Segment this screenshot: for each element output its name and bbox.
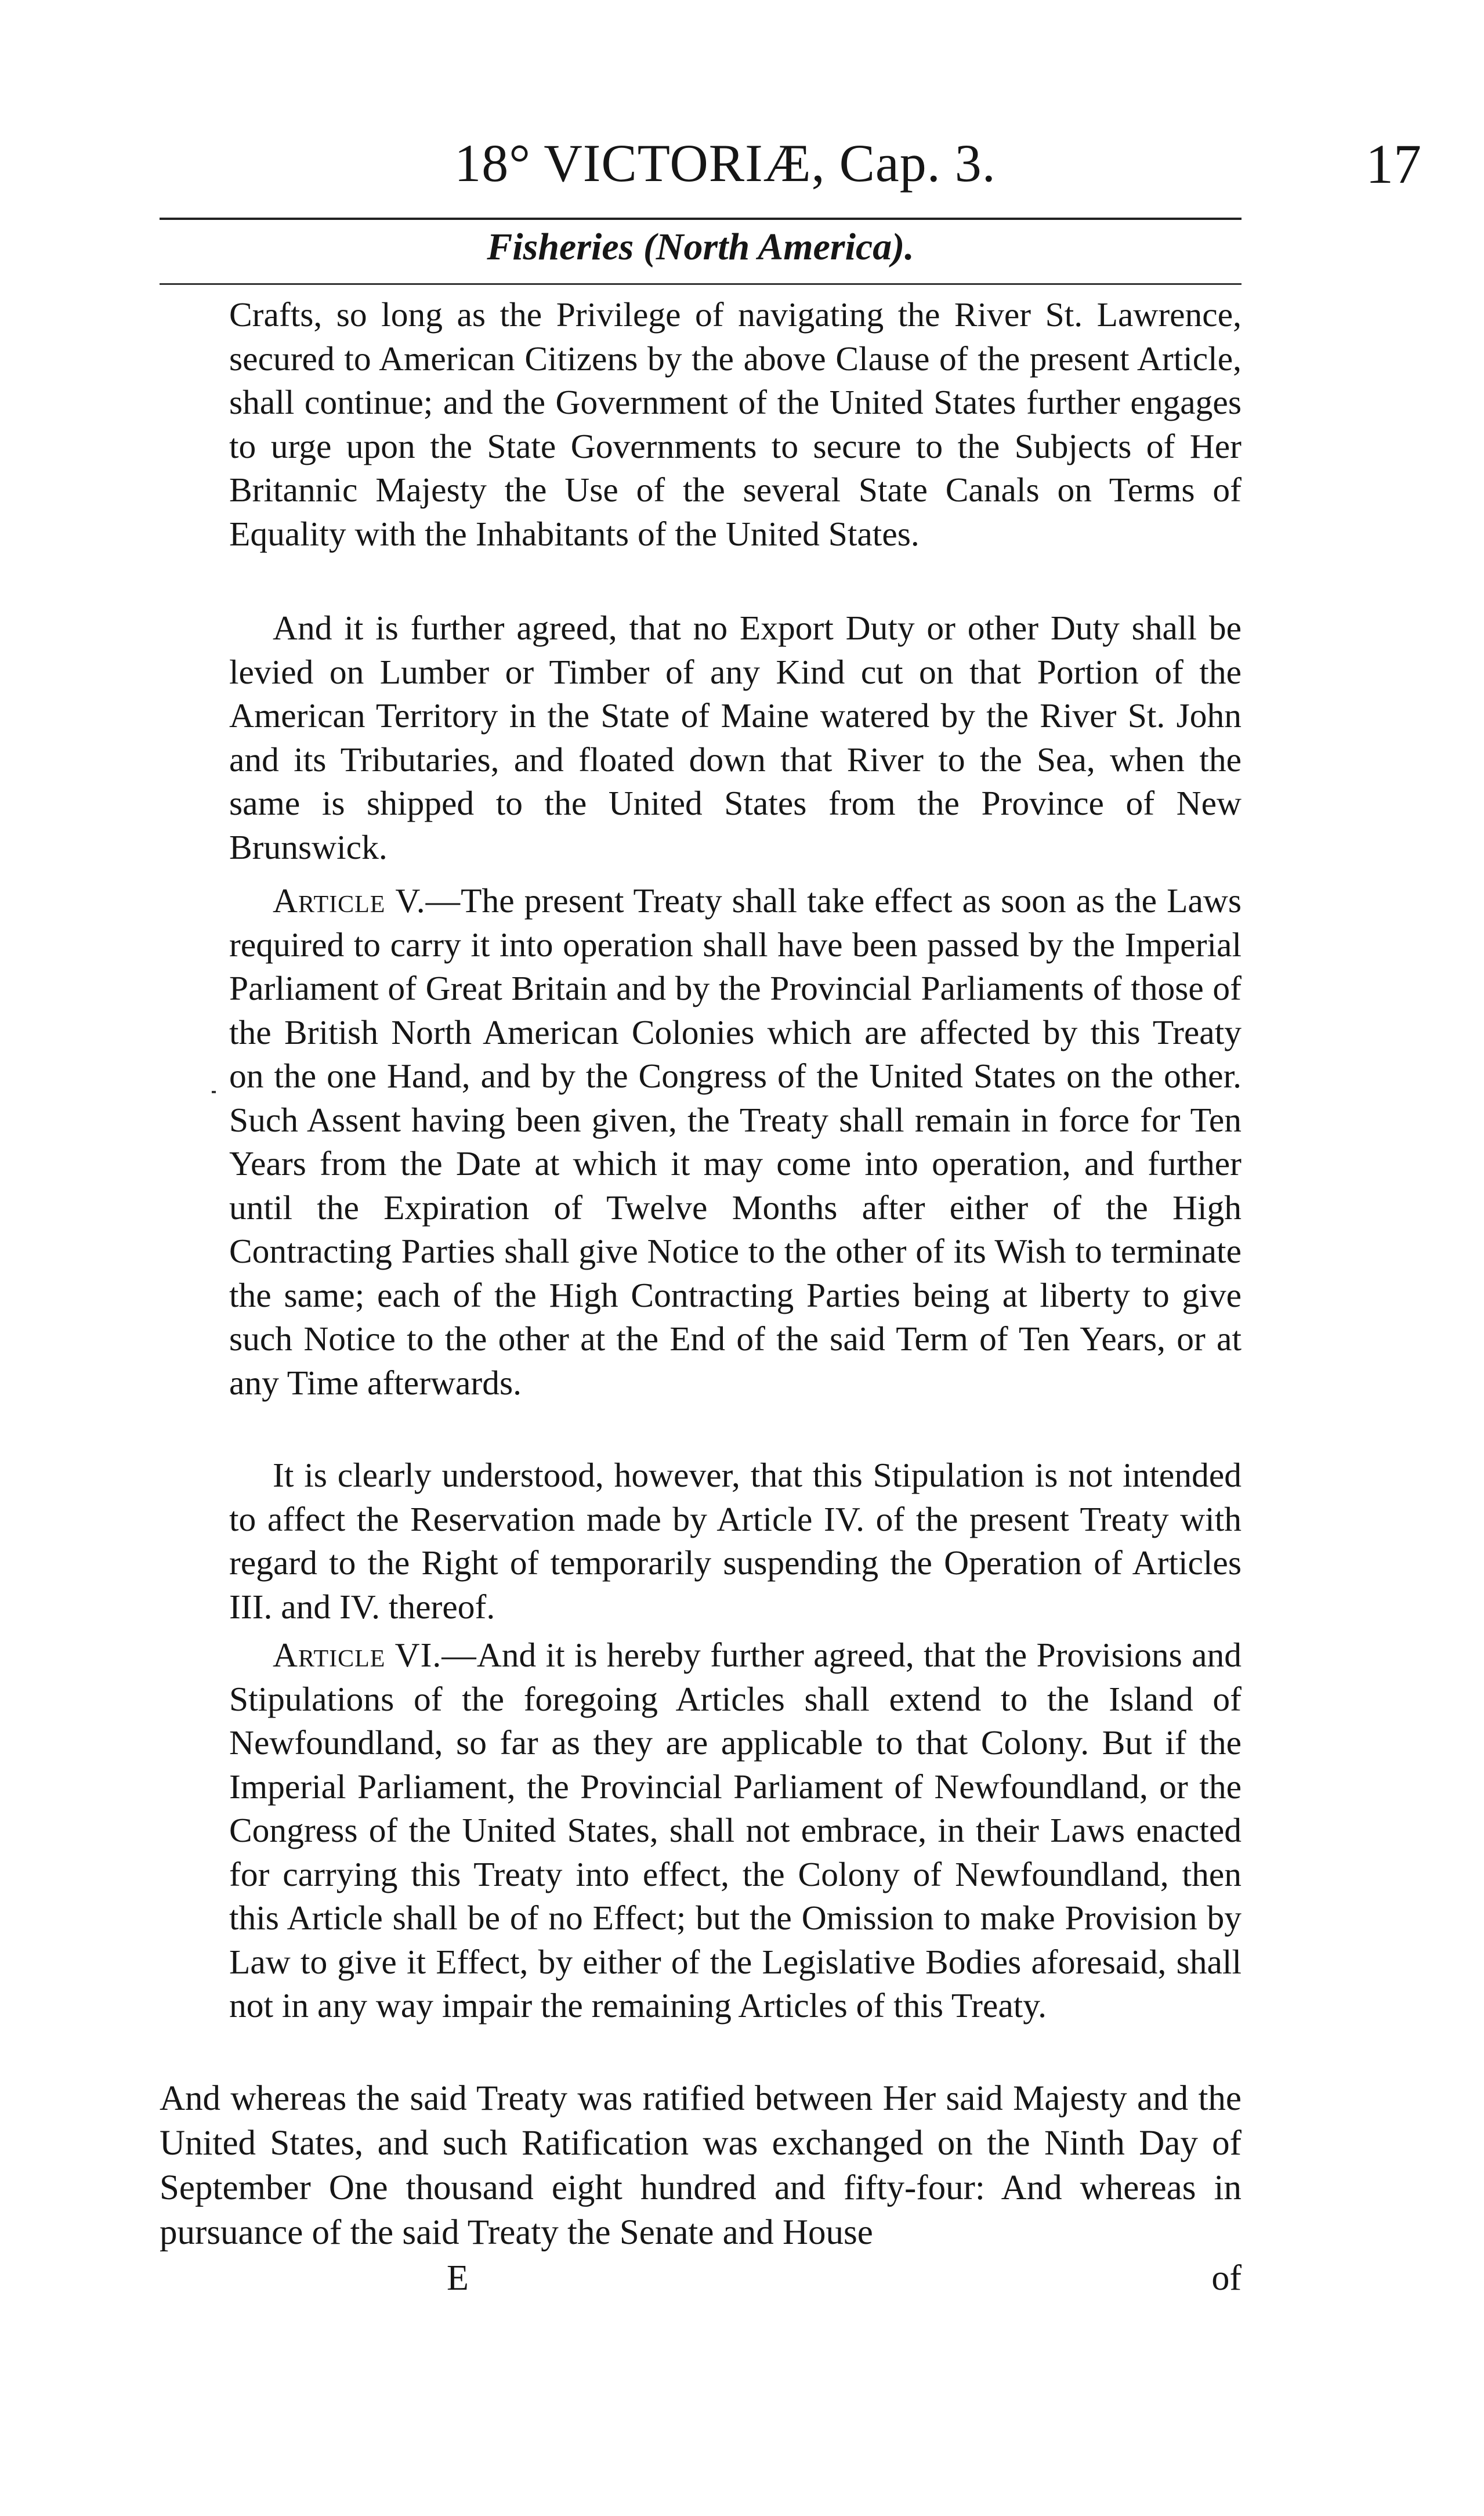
paragraph-text: And it is further agreed, that no Export Duty or other Duty shall be levied on Lumber or Timber of any Kind cut on that Portion of the American Territory in the State of Maine watered by the River St. John and its Tributaries, and floated down that River to the Sea, when the same is shipped to the United States from the Province of New Brunswick. [229, 609, 1242, 866]
paragraph-ratification [160, 2076, 1242, 2255]
signature-mark: E [447, 2258, 469, 2298]
section-subtitle: Fisheries (North America). [487, 226, 914, 268]
catchword: of [1211, 2258, 1242, 2298]
paragraph-article-vi [229, 1633, 1242, 2028]
margin-mark [212, 1091, 216, 1093]
running-title: 18° VICTORIÆ, Cap. 3. [454, 133, 996, 193]
paragraph-body: The present Treaty shall take effect as soon as the Laws required to carry it into operation shall have been passed by the Imperial Parliament of Great Britain and by the Provincial Parliaments of those of the British North American Colonies which are affected by this Treaty on the one Hand, and by the Congress of the United States on the other. Such Assent having been given, the Treaty shall remain in force for Ten Years from the Date at which it may come into operation, and further until the Expiration of Twelve Months after either of the High Contracting Parties shall give Notice to the other of its Wish to terminate the same; each of the High Contracting Parties being at liberty to give such Notice to the other at the End of the said Term of Ten Years, or at any Time afterwards. [229, 881, 1242, 1402]
paragraph-body: And it is hereby further agreed, that the Provisions and Stipulations of the foregoing Articles shall extend to the Island of Newfoundland, so far as they are applicable to that Colony. But if the Imperial Parliament, the Provincial Parliament of Newfoundland, or the Congress of the United States, shall not embrace, in their Laws enacted for carrying this Treaty into effect, the Colony of Newfoundland, then this Article shall be of no Effect; but the Omission to make Provision by Law to give it Effect, by either of the Legislative Bodies aforesaid, shall not in any way impair the remaining Articles of this Treaty. [229, 1636, 1242, 2025]
paragraph-text: Crafts, so long as the Privilege of navigating the River St. Lawrence, secured to American Citizens by the above Clause of the present Article, shall continue; and the Government of the United States further engages to urge upon the State Governments to secure to the Subjects of Her Britannic Majesty the Use of the several State Canals on Terms of Equality with the Inhabitants of the United States. [229, 295, 1242, 553]
article-heading: Article V.— [273, 881, 461, 920]
paragraph-export-duty [229, 606, 1242, 869]
paragraph-article-v [229, 879, 1242, 1405]
paragraph-text: It is clearly understood, however, that this Stipulation is not intended to affect the Reservation made by Article IV. of the present Treaty with regard to the Right of temporarily suspending the Operation of Articles III. and IV. thereof. [229, 1456, 1242, 1626]
subtitle-rule [160, 283, 1242, 285]
header-rule [160, 218, 1242, 220]
paragraph-text [229, 1633, 1242, 2028]
paragraph-crafts [229, 293, 1242, 556]
paragraph-text [229, 879, 1242, 1405]
article-heading: Article VI.— [273, 1636, 477, 1674]
paragraph-text: And whereas the said Treaty was ratified between Her said Majesty and the United States, and such Ratification was exchanged on the Ninth Day of September One thousand eight hundred and fifty-four: And whereas in pursuance of the said Treaty the Senate and House [160, 2079, 1242, 2252]
page-number: 17 [1366, 133, 1421, 195]
paragraph-stipulation [229, 1454, 1242, 1629]
